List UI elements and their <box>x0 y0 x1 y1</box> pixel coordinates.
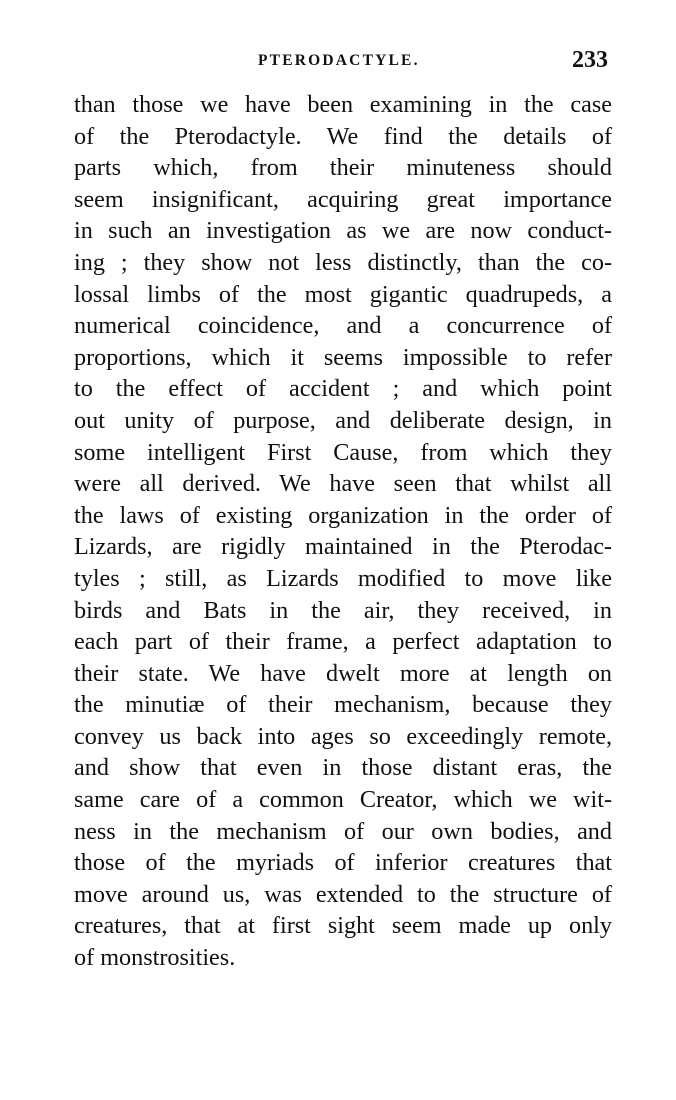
text-line: each part of their frame, a perfect adaptation to <box>74 628 612 656</box>
text-line: of the Pterodactyle. We find the details of <box>74 122 612 150</box>
text-line: their state. We have dwelt more at length on <box>74 659 612 687</box>
text-line: ing ; they show not less distinctly, than the co- <box>74 248 612 276</box>
text-line: Lizards, are rigidly maintained in the Pterodac- <box>74 533 612 561</box>
text-line: creatures, that at first sight seem made up only <box>74 912 612 940</box>
text-line: proportions, which it seems impossible to refer <box>74 343 612 371</box>
text-line: to the effect of accident ; and which point <box>74 375 612 403</box>
text-line: same care of a common Creator, which we wit- <box>74 786 612 814</box>
text-line: birds and Bats in the air, they received, in <box>74 596 612 624</box>
text-line: of monstrosities. <box>74 944 236 972</box>
text-line: move around us, was extended to the structure of <box>74 880 612 908</box>
body-text <box>74 89 612 974</box>
text-line: and show that even in those distant eras, the <box>74 754 612 782</box>
text-line: were all derived. We have seen that whilst all <box>74 470 612 498</box>
text-line: the laws of existing organization in the order of <box>74 501 612 529</box>
text-line: parts which, from their minuteness should <box>74 154 612 182</box>
text-line: tyles ; still, as Lizards modified to move like <box>74 564 612 592</box>
page-number: 233 <box>572 47 608 73</box>
text-line: lossal limbs of the most gigantic quadrupeds, a <box>74 280 612 308</box>
text-line: seem insignificant, acquiring great importance <box>74 185 612 213</box>
text-line: numerical coincidence, and a concurrence of <box>74 312 612 340</box>
text-line: ness in the mechanism of our own bodies, and <box>74 817 612 845</box>
text-line: the minutiæ of their mechanism, because they <box>74 691 612 719</box>
text-line: those of the myriads of inferior creatures that <box>74 849 612 877</box>
running-title: PTERODACTYLE. <box>258 52 420 69</box>
text-line: convey us back into ages so exceedingly remote, <box>74 722 612 750</box>
running-head <box>74 47 612 80</box>
text-line: than those we have been examining in the case <box>74 91 612 118</box>
text-line: out unity of purpose, and deliberate design, in <box>74 406 612 434</box>
text-line: some intelligent First Cause, from which they <box>74 438 612 466</box>
text-line: in such an investigation as we are now conduct- <box>74 217 612 245</box>
